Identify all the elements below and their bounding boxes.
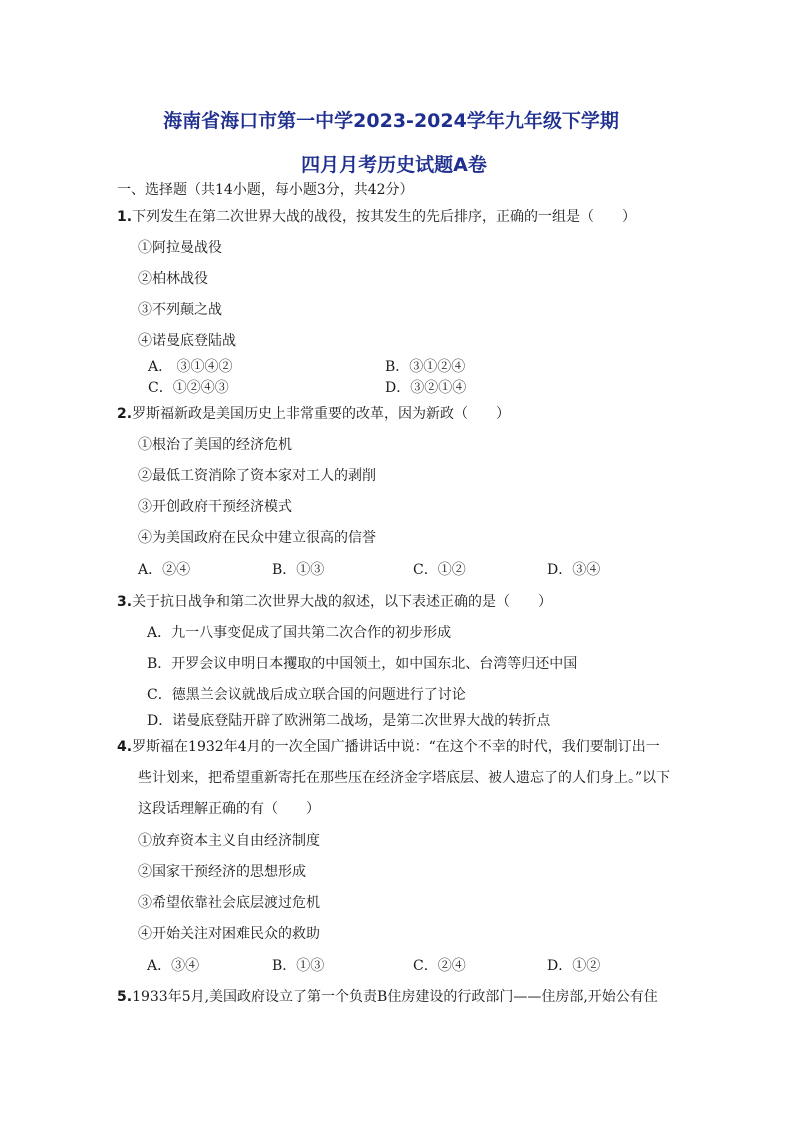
q4-item-2: ②国家干预经济的思想形成 (138, 864, 306, 880)
q4-option-b: B．①③ (272, 958, 325, 974)
q2-item-1: ①根治了美国的经济危机 (138, 437, 292, 453)
q1-item-2: ②柏林战役 (138, 271, 208, 287)
question-stem: 下列发生在第二次世界大战的战役，按其发生的先后排序，正确的一组是（ ） (132, 209, 637, 225)
q2-item-4: ④为美国政府在民众中建立很高的信誉 (138, 530, 376, 546)
question-4-stem-line3: 这段话理解正确的有（ ） (138, 801, 320, 817)
question-stem: 关于抗日战争和第二次世界大战的叙述，以下表述正确的是（ ） (132, 594, 553, 610)
q4-option-d: D．①② (547, 958, 601, 974)
q4-item-3: ③希望依靠社会底层渡过危机 (138, 895, 320, 911)
question-stem: 1933年5月,美国政府设立了第一个负责B住房建设的行政部门——住房部,开始公有住 (132, 989, 658, 1005)
q1-option-d: D．③②①④ (385, 380, 467, 396)
q2-option-a: A．②④ (138, 562, 191, 578)
q3-option-b: B．开罗会议申明日本攫取的中国领土，如中国东北、台湾等归还中国 (147, 656, 578, 672)
question-3 (117, 593, 552, 611)
q1-option-c: C．①②④③ (148, 380, 229, 396)
question-number: 2. (117, 406, 133, 422)
q1-item-4: ④诺曼底登陆战 (138, 333, 236, 349)
question-5 (117, 988, 658, 1006)
question-stem: 罗斯福新政是美国历史上非常重要的改革，因为新政（ ） (132, 406, 511, 422)
q4-option-a: A．③④ (147, 958, 200, 974)
q2-item-3: ③开创政府干预经济模式 (138, 499, 292, 515)
q4-item-1: ①放弃资本主义自由经济制度 (138, 833, 320, 849)
q1-item-3: ③不列颠之战 (138, 302, 222, 318)
question-number: 4. (117, 739, 133, 755)
q1-item-1: ①阿拉曼战役 (138, 240, 222, 256)
question-number: 3. (117, 594, 133, 610)
question-number: 5. (117, 989, 133, 1005)
q4-option-c: C．②④ (413, 958, 466, 974)
q2-option-c: C．①② (413, 562, 466, 578)
question-stem-line1: 罗斯福在1932年4月的一次全国广播讲话中说：“在这个不幸的时代，我们要制订出一 (132, 739, 660, 755)
q1-option-a: A. ③①④② (148, 359, 233, 375)
q3-option-a: A．九一八事变促成了国共第二次合作的初步形成 (147, 625, 452, 641)
question-2 (117, 405, 510, 423)
q3-option-d: D．诺曼底登陆开辟了欧洲第二战场，是第二次世界大战的转折点 (147, 713, 551, 729)
q1-option-b: B．③①②④ (385, 359, 466, 375)
section-heading: 一、选择题（共14小题，每小题3分，共42分） (117, 182, 414, 198)
q2-item-2: ②最低工资消除了资本家对工人的剥削 (138, 468, 376, 484)
q4-item-4: ④开始关注对困难民众的救助 (138, 926, 320, 942)
question-4-stem-line2: 些计划来，把希望重新寄托在那些压在经济金字塔底层、被人遗忘了的人们身上。”以下 (138, 770, 671, 786)
question-1 (117, 208, 636, 226)
q2-option-b: B．①③ (272, 562, 325, 578)
document-title-line1: 海南省海口市第一中学2023-2024学年九年级下学期 (163, 110, 619, 132)
question-number: 1. (117, 209, 133, 225)
q3-option-c: C．德黑兰会议就战后成立联合国的问题进行了讨论 (147, 687, 466, 703)
q2-option-d: D．③④ (547, 562, 601, 578)
document-title-line2: 四月月考历史试题A卷 (301, 154, 487, 176)
question-4 (117, 738, 660, 756)
